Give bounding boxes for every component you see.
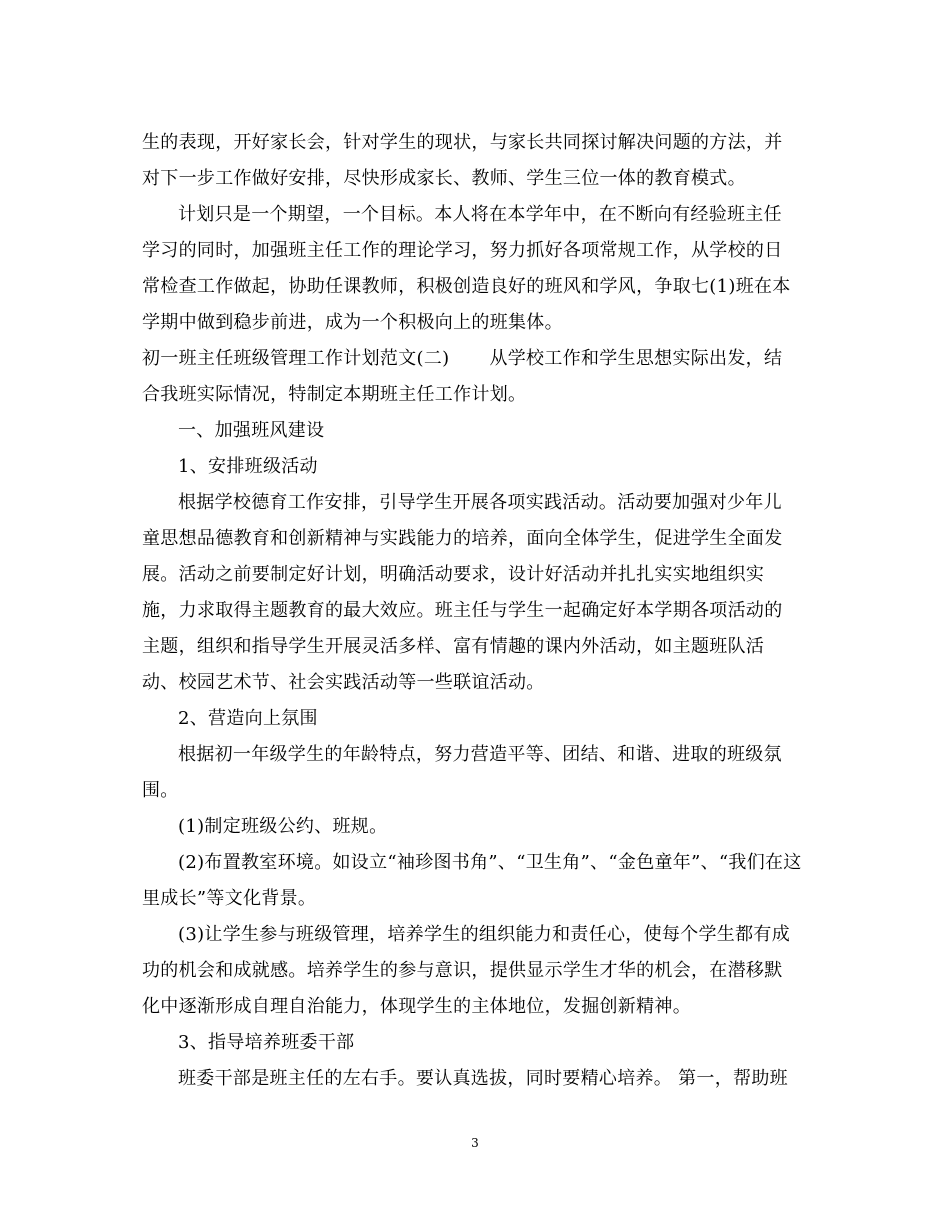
text-line: 学期中做到稳步前进，成为一个积极向上的班集体。 <box>142 312 563 333</box>
text-line: 施，力求取得主题教育的最大效应。班主任与学生一起确定好本学期各项活动的 <box>142 600 783 621</box>
text-line: 主题，组织和指导学生开展灵活多样、富有情趣的课内外活动，如主题班队活 <box>142 636 765 657</box>
text-line: 童思想品德教育和创新精神与实践能力的培养，面向全体学生，促进学生全面发 <box>142 528 783 549</box>
heading-1-1: 1、安排班级活动 <box>178 456 318 477</box>
heading-1-3: 3、指导培养班委干部 <box>178 1032 355 1053</box>
text-line: 化中逐渐形成自理自治能力，体现学生的主体地位，发掘创新精神。 <box>142 996 691 1017</box>
text-run: 从学校工作和学生思想实际出发，结 <box>489 348 783 369</box>
heading-1-2: 2、营造向上氛围 <box>178 708 318 729</box>
list-item-3: (3)让学生参与班级管理，培养学生的组织能力和责任心，使每个学生都有成 <box>178 924 790 945</box>
list-item-2: (2)布置教室环境。如设立“袖珍图书角”、“卫生角”、“金色童年”、“我们在这 <box>178 852 802 873</box>
text-line: 计划只是一个期望，一个目标。本人将在本学年中，在不断向有经验班主任 <box>178 204 782 225</box>
section-heading-line <box>142 348 822 370</box>
text-line: 动、校园艺术节、社会实践活动等一些联谊活动。 <box>142 672 545 693</box>
list-item-1: (1)制定班级公约、班规。 <box>178 816 388 837</box>
section-heading: 初一班主任班级管理工作计划范文(二) <box>142 348 450 369</box>
text-line: 里成长”等文化背景。 <box>142 888 317 909</box>
text-line: 生的表现，开好家长会，针对学生的现状，与家长共同探讨解决问题的方法，并 <box>142 132 783 153</box>
text-line: 展。活动之前要制定好计划，明确活动要求，设计好活动并扎扎实实地组织实 <box>142 564 765 585</box>
text-line: 学习的同时，加强班主任工作的理论学习，努力抓好各项常规工作，从学校的日 <box>142 240 783 261</box>
heading-1: 一、加强班风建设 <box>178 420 325 441</box>
text-line: 根据学校德育工作安排，引导学生开展各项实践活动。活动要加强对少年儿 <box>178 492 782 513</box>
text-line: 功的机会和成就感。培养学生的参与意识，提供显示学生才华的机会，在潜移默 <box>142 960 783 981</box>
page-number: 3 <box>471 1136 479 1150</box>
text-line: 围。 <box>142 780 179 801</box>
text-line: 根据初一年级学生的年龄特点，努力营造平等、团结、和谐、进取的班级氛 <box>178 744 782 765</box>
text-line: 常检查工作做起，协助任课教师，积极创造良好的班风和学风，争取七(1)班在本 <box>142 276 791 297</box>
text-line: 班委干部是班主任的左右手。要认真选拔，同时要精心培养。 第一，帮助班 <box>178 1068 788 1089</box>
text-line: 对下一步工作做好安排，尽快形成家长、教师、学生三位一体的教育模式。 <box>142 168 746 189</box>
text-line: 合我班实际情况，特制定本期班主任工作计划。 <box>142 384 527 405</box>
